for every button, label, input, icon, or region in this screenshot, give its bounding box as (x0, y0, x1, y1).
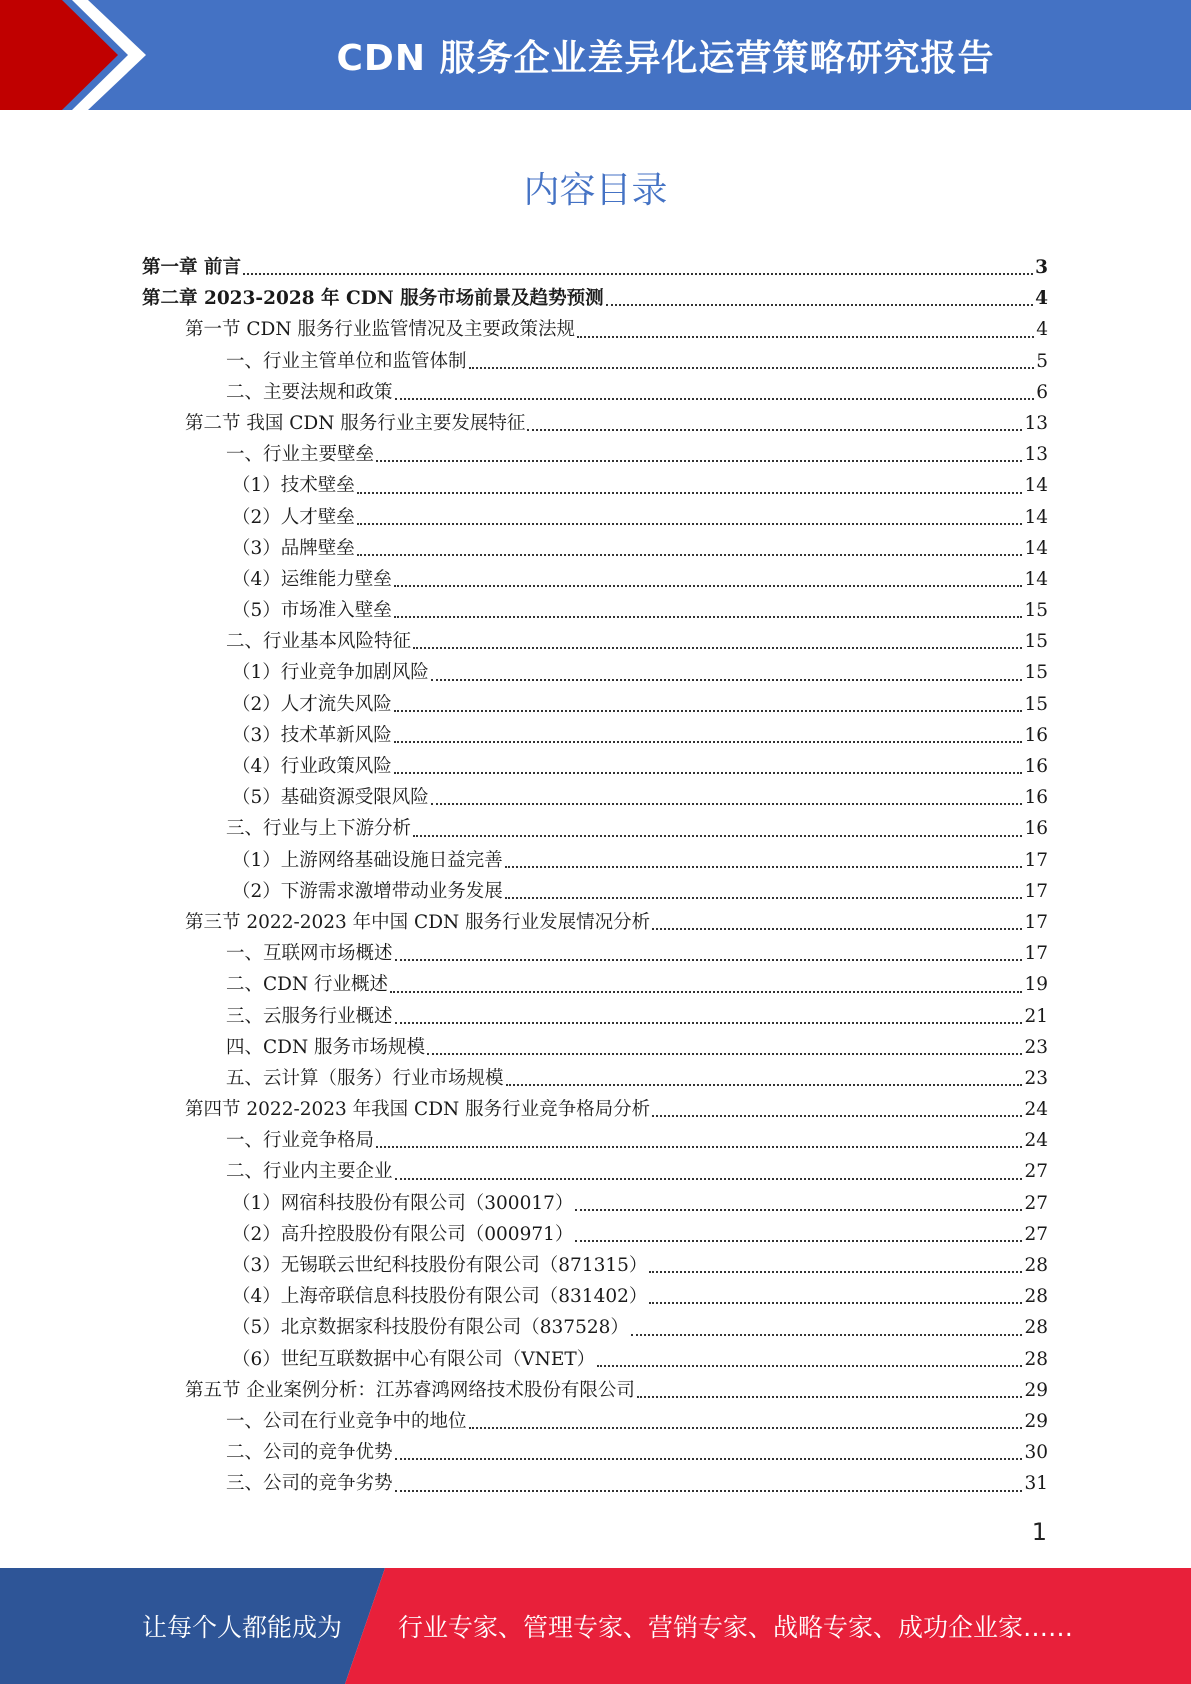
toc-dot-leader (469, 367, 1035, 369)
toc-entry[interactable] (142, 502, 1048, 533)
toc-entry-page: 5 (1036, 350, 1048, 372)
toc-entry[interactable] (142, 595, 1048, 626)
toc-dot-leader (395, 398, 1035, 400)
toc-dot-leader (357, 523, 1023, 525)
toc-dot-leader (527, 429, 1022, 431)
toc-dot-leader (376, 1146, 1022, 1148)
toc-entry-page: 16 (1024, 724, 1048, 746)
report-footer (0, 1568, 1191, 1684)
toc-entry[interactable] (142, 377, 1048, 408)
toc-entry-label: 第五节 企业案例分析：江苏睿鸿网络技术股份有限公司 (185, 1379, 635, 1401)
toc-entry[interactable] (142, 1281, 1048, 1312)
toc-entry-page: 15 (1024, 631, 1048, 653)
toc-entry-label: （2）高升控股股份有限公司（000971） (232, 1223, 574, 1245)
toc-dot-leader (431, 679, 1023, 681)
toc-dot-leader (395, 959, 1023, 961)
toc-entry[interactable] (142, 657, 1048, 688)
report-title: CDN 服务企业差异化运营策略研究报告 (336, 37, 995, 79)
toc-entry-page: 6 (1036, 381, 1048, 403)
toc-dot-leader (631, 1334, 1023, 1336)
toc-entry-page: 21 (1024, 1005, 1048, 1027)
toc-entry-page: 23 (1024, 1067, 1048, 1089)
toc-entry[interactable] (142, 564, 1048, 595)
toc-entry-label: 一、行业主要壁垒 (226, 444, 375, 466)
toc-entry-page: 16 (1024, 787, 1048, 809)
toc-dot-leader (357, 492, 1023, 494)
toc-entry-page: 16 (1024, 756, 1048, 777)
toc-entry[interactable] (142, 1094, 1048, 1125)
toc-entry-page: 14 (1024, 568, 1048, 590)
toc-entry-page: 29 (1024, 1410, 1048, 1432)
toc-entry-label: （3）品牌壁垒 (232, 537, 355, 559)
table-of-contents (142, 252, 1048, 1500)
toc-entry-label: 第三节 2022-2023 年中国 CDN 服务行业发展情况分析 (185, 911, 651, 933)
toc-entry-page: 13 (1024, 444, 1048, 466)
toc-entry[interactable] (142, 439, 1048, 470)
toc-entry-page: 23 (1024, 1036, 1048, 1058)
toc-entry-page: 27 (1024, 1161, 1048, 1183)
toc-entry-label: 第一章 前言 (142, 257, 241, 278)
footer-slogan-left: 让每个人都能成为 (142, 1613, 343, 1642)
toc-dot-leader (357, 554, 1023, 556)
toc-entry[interactable] (142, 845, 1048, 876)
toc-entry-page: 17 (1024, 880, 1048, 902)
toc-entry-label: 三、云服务行业概述 (226, 1005, 393, 1027)
toc-entry-page: 19 (1024, 974, 1048, 996)
toc-entry-page: 14 (1024, 537, 1048, 559)
toc-entry[interactable] (142, 626, 1048, 657)
toc-dot-leader (652, 928, 1022, 930)
toc-entry[interactable] (142, 1032, 1048, 1063)
toc-entry-label: 第二章 2023-2028 年 CDN 服务市场前景及趋势预测 (142, 288, 604, 310)
toc-entry[interactable] (142, 1001, 1048, 1032)
toc-entry[interactable] (142, 1250, 1048, 1281)
toc-entry[interactable] (142, 470, 1048, 501)
toc-dot-leader (652, 1115, 1022, 1117)
toc-entry-page: 24 (1024, 1130, 1048, 1152)
toc-entry-label: 四、CDN 服务市场规模 (226, 1036, 426, 1058)
toc-entry[interactable] (142, 720, 1048, 751)
toc-entry-label: （2）人才流失风险 (232, 693, 392, 715)
toc-dot-leader (575, 1209, 1022, 1211)
toc-entry[interactable] (142, 1219, 1048, 1250)
toc-entry-label: 一、行业竞争格局 (226, 1130, 375, 1152)
toc-entry[interactable] (142, 1344, 1048, 1375)
toc-entry-label: 二、主要法规和政策 (226, 381, 393, 403)
toc-dot-leader (413, 835, 1022, 837)
toc-entry[interactable] (142, 533, 1048, 564)
toc-entry-page: 24 (1024, 1099, 1048, 1121)
toc-entry-page: 28 (1024, 1348, 1048, 1370)
toc-dot-leader (506, 1084, 1023, 1086)
toc-entry-label: 第一节 CDN 服务行业监管情况及主要政策法规 (185, 319, 575, 341)
toc-dot-leader (649, 1302, 1022, 1304)
toc-dot-leader (637, 1396, 1023, 1398)
toc-entry[interactable] (142, 314, 1048, 345)
toc-entry-label: （3）无锡联云世纪科技股份有限公司（871315） (232, 1255, 648, 1276)
toc-entry-page: 17 (1024, 943, 1048, 965)
toc-entry-page: 16 (1024, 818, 1048, 840)
toc-entry-page: 14 (1024, 475, 1048, 497)
toc-entry-label: 三、行业与上下游分析 (226, 818, 412, 840)
toc-entry[interactable] (142, 1156, 1048, 1187)
toc-entry-label: （4）上海帝联信息科技股份有限公司（831402） (232, 1286, 648, 1308)
toc-entry-label: （1）技术壁垒 (232, 475, 355, 497)
toc-dot-leader (376, 460, 1022, 462)
toc-dot-leader (649, 1271, 1022, 1273)
toc-entry[interactable] (142, 1312, 1048, 1343)
toc-dot-leader (427, 1053, 1022, 1055)
toc-entry-label: （5）基础资源受限风险 (232, 787, 429, 809)
toc-dot-leader (394, 772, 1023, 774)
toc-entry[interactable] (142, 1375, 1048, 1406)
toc-entry-page: 17 (1024, 911, 1048, 933)
header-arrow-logo (0, 0, 160, 110)
toc-entry-label: （4）运维能力壁垒 (232, 568, 392, 590)
toc-dot-leader (243, 273, 1033, 275)
toc-entry-label: 二、CDN 行业概述 (226, 974, 389, 996)
toc-entry-label: 二、行业内主要企业 (226, 1161, 393, 1183)
toc-dot-leader (575, 1240, 1022, 1242)
toc-entry-label: （2）下游需求激增带动业务发展 (232, 880, 503, 902)
report-header (0, 0, 1191, 110)
toc-entry-label: 第四节 2022-2023 年我国 CDN 服务行业竞争格局分析 (185, 1099, 651, 1121)
toc-entry-page: 31 (1024, 1473, 1048, 1495)
toc-entry-label: （6）世纪互联数据中心有限公司（VNET） (232, 1348, 596, 1370)
toc-entry-label: 一、行业主管单位和监管体制 (226, 350, 467, 372)
toc-dot-leader (390, 991, 1022, 993)
toc-entry[interactable] (142, 1125, 1048, 1156)
toc-dot-leader (394, 741, 1023, 743)
toc-entry-page: 15 (1024, 662, 1048, 684)
toc-dot-leader (505, 866, 1023, 868)
toc-entry-page: 28 (1024, 1286, 1048, 1308)
toc-dot-leader (431, 803, 1023, 805)
toc-entry-label: 五、云计算（服务）行业市场规模 (226, 1067, 504, 1089)
toc-entry[interactable] (142, 346, 1048, 377)
toc-entry-page: 30 (1024, 1442, 1048, 1464)
toc-dot-leader (597, 1365, 1022, 1367)
toc-entry-label: 一、互联网市场概述 (226, 943, 393, 965)
toc-dot-leader (413, 647, 1022, 649)
toc-entry[interactable] (142, 408, 1048, 439)
toc-entry-page: 27 (1024, 1223, 1048, 1245)
toc-entry-label: （3）技术革新风险 (232, 724, 392, 746)
toc-entry-page: 27 (1024, 1192, 1048, 1214)
toc-dot-leader (394, 585, 1023, 587)
toc-entry-label: （5）市场准入壁垒 (232, 600, 392, 622)
toc-entry-page: 28 (1024, 1317, 1048, 1339)
toc-entry-label: 第二节 我国 CDN 服务行业主要发展特征 (185, 412, 526, 434)
toc-entry[interactable] (142, 252, 1048, 283)
toc-entry[interactable] (142, 813, 1048, 844)
footer-slogan-right: 行业专家、管理专家、营销专家、战略专家、成功企业家…… (398, 1613, 1074, 1642)
toc-dot-leader (395, 1490, 1023, 1492)
toc-entry[interactable] (142, 1437, 1048, 1468)
toc-entry[interactable] (142, 907, 1048, 938)
toc-entry-page: 13 (1024, 412, 1048, 434)
toc-dot-leader (577, 336, 1034, 338)
toc-entry-page: 3 (1035, 257, 1048, 278)
toc-entry-label: 二、公司的竞争优势 (226, 1442, 393, 1464)
toc-dot-leader (395, 1178, 1023, 1180)
toc-dot-leader (395, 1458, 1023, 1460)
toc-entry-label: （2）人才壁垒 (232, 506, 355, 528)
toc-entry-label: （1）行业竞争加剧风险 (232, 662, 429, 684)
toc-entry-label: 三、公司的竞争劣势 (226, 1473, 393, 1495)
toc-entry-page: 4 (1036, 319, 1048, 341)
toc-entry[interactable] (142, 1063, 1048, 1094)
toc-dot-leader (606, 304, 1034, 306)
toc-dot-leader (469, 1427, 1023, 1429)
toc-entry-label: （1）上游网络基础设施日益完善 (232, 849, 503, 871)
toc-entry[interactable] (142, 938, 1048, 969)
toc-entry[interactable] (142, 782, 1048, 813)
toc-entry[interactable] (142, 283, 1048, 314)
toc-entry[interactable] (142, 751, 1048, 782)
toc-dot-leader (394, 616, 1023, 618)
toc-entry-page: 4 (1035, 288, 1048, 310)
toc-entry-page: 17 (1024, 849, 1048, 871)
toc-entry-page: 15 (1024, 600, 1048, 622)
toc-entry-label: （5）北京数据家科技股份有限公司（837528） (232, 1317, 629, 1339)
toc-entry-page: 15 (1024, 693, 1048, 715)
toc-entry[interactable] (142, 1468, 1048, 1499)
toc-entry-label: （4）行业政策风险 (232, 756, 392, 777)
toc-dot-leader (505, 897, 1023, 899)
toc-dot-leader (394, 710, 1023, 712)
toc-entry-page: 14 (1024, 506, 1048, 528)
toc-entry-label: 二、行业基本风险特征 (226, 631, 412, 653)
toc-entry[interactable] (142, 969, 1048, 1000)
toc-entry-page: 29 (1024, 1379, 1048, 1401)
toc-entry-label: （1）网宿科技股份有限公司（300017） (232, 1192, 574, 1214)
toc-entry-label: 一、公司在行业竞争中的地位 (226, 1410, 467, 1432)
toc-dot-leader (395, 1022, 1023, 1024)
toc-entry[interactable] (142, 689, 1048, 720)
toc-entry-page: 28 (1024, 1255, 1048, 1276)
toc-entry[interactable] (142, 876, 1048, 907)
page-number: 1 (1031, 1518, 1047, 1546)
toc-entry[interactable] (142, 1406, 1048, 1437)
toc-entry[interactable] (142, 1188, 1048, 1219)
toc-title: 内容目录 (523, 170, 668, 211)
